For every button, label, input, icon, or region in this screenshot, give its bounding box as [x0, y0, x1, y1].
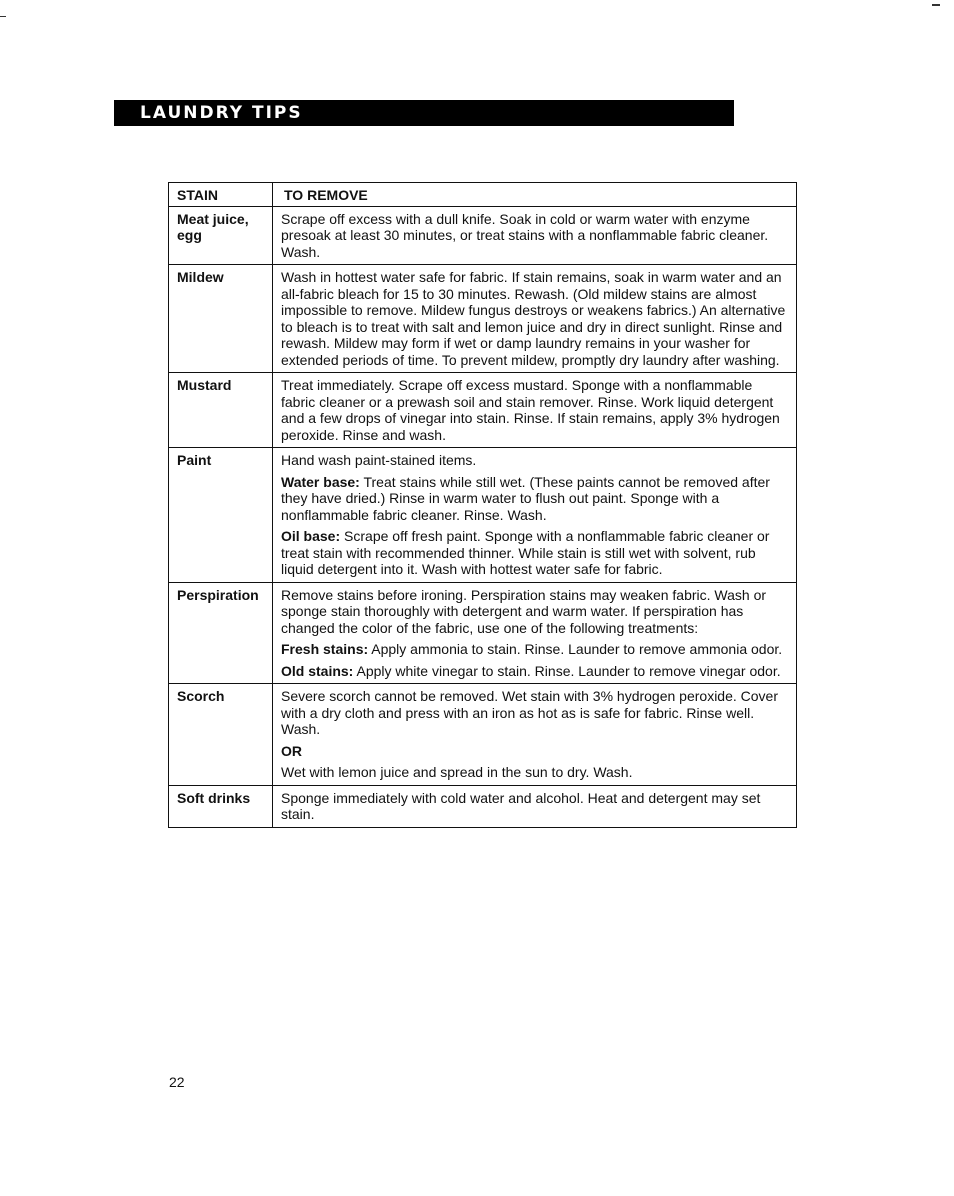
instruction-paragraph [281, 587, 788, 637]
stain-name: Paint [169, 448, 273, 583]
instruction-paragraph [281, 452, 788, 469]
instruction-text: Scrape off excess with a dull knife. Soak in cold or warm water with enzyme presoak at least 30 minutes, or treat stains with a nonflammable fabric cleaner. Wash. [281, 210, 769, 260]
page-number: 22 [169, 1074, 185, 1090]
instruction-text: Wash in hottest water safe for fabric. If stain remains, soak in warm water and an all-fabric bleach for 15 to 30 minutes. Rewash. (Old mildew stains are almost impossible to remove. Mildew fungus destroys or weakens fabrics.) An alternative to bleach is to treat with salt and lemon juice and dry in direct sunlight. Rinse and rewash. Mildew may form if wet or damp laundry remains in your washer for extended periods of time. To prevent mildew, promptly dry laundry after washing. [281, 269, 786, 368]
table-row [169, 206, 797, 265]
instruction-paragraph [281, 743, 788, 760]
stain-name: Meat juice, egg [169, 206, 273, 265]
stain-name: Scorch [169, 684, 273, 786]
instruction-text: Treat immediately. Scrape off excess mustard. Sponge with a nonflammable fabric cleaner or a prewash soil and stain remover. Rinse. Work liquid detergent and a few drops of vinegar into stain. Rinse. If stain remains, apply 3% hydrogen peroxide. Rinse and wash. [281, 377, 780, 443]
instruction-paragraph [281, 764, 788, 781]
scan-mark [932, 4, 940, 6]
removal-instructions [273, 448, 797, 583]
stain-removal-table [168, 182, 797, 828]
instruction-paragraph [281, 790, 788, 823]
table-row [169, 265, 797, 373]
instruction-label: Oil base: [281, 528, 341, 544]
table-row [169, 448, 797, 583]
instruction-paragraph [281, 211, 788, 261]
instruction-text: Scrape off fresh paint. Sponge with a nonflammable fabric cleaner or treat stain with recommended thinner. While stain is still wet with solvent, rub liquid detergent into it. Wash with hottest water safe for fabric. [281, 528, 770, 577]
table-row [169, 684, 797, 786]
instruction-label: OR [281, 742, 302, 759]
table-row [169, 373, 797, 448]
table-row [169, 785, 797, 827]
removal-instructions [273, 373, 797, 448]
removal-instructions [273, 684, 797, 786]
removal-instructions [273, 785, 797, 827]
instruction-paragraph [281, 688, 788, 738]
stain-name: Soft drinks [169, 785, 273, 827]
instruction-text: Apply ammonia to stain. Rinse. Launder to remove ammonia odor. [368, 641, 783, 657]
instruction-text: Hand wash paint-stained items. [281, 452, 477, 468]
instruction-paragraph [281, 269, 788, 368]
instruction-text: Treat stains while still wet. (These paints cannot be removed after they have dried.) Rinse in warm water to flush out paint. Sponge with a nonflammable fabric cleaner. Rinse. Wash. [281, 473, 770, 523]
instruction-paragraph [281, 663, 788, 680]
section-banner [114, 100, 734, 126]
instruction-paragraph [281, 474, 788, 524]
banner-title: LAUNDRY TIPS [140, 103, 303, 123]
column-header-stain: STAIN [169, 183, 273, 207]
stain-name: Mustard [169, 373, 273, 448]
instruction-paragraph [281, 641, 788, 658]
table-row [169, 582, 797, 684]
instruction-text: Severe scorch cannot be removed. Wet stain with 3% hydrogen peroxide. Cover with a dry cloth and press with an iron as hot as is safe for fabric. Rinse well. Wash. [281, 688, 778, 737]
instruction-paragraph [281, 528, 788, 578]
instruction-label: Water base: [281, 473, 360, 490]
removal-instructions [273, 206, 797, 265]
instruction-text: Wet with lemon juice and spread in the sun to dry. Wash. [281, 764, 633, 780]
column-header-to-remove: TO REMOVE [273, 183, 797, 207]
instruction-paragraph [281, 377, 788, 443]
instruction-text: Apply white vinegar to stain. Rinse. Launder to remove vinegar odor. [353, 662, 781, 679]
instruction-label: Fresh stains: [281, 641, 369, 657]
stain-name: Mildew [169, 265, 273, 373]
instruction-text: Remove stains before ironing. Perspiration stains may weaken fabric. Wash or sponge stain thoroughly with detergent and warm water. If perspiration has changed the color of the fabric, use one of the following treatments: [281, 586, 767, 636]
table-header-row [169, 183, 797, 207]
removal-instructions [273, 265, 797, 373]
stain-name: Perspiration [169, 582, 273, 684]
instruction-text: Sponge immediately with cold water and alcohol. Heat and detergent may set stain. [281, 789, 761, 822]
instruction-label: Old stains: [281, 662, 354, 679]
scan-mark [0, 16, 6, 17]
removal-instructions [273, 582, 797, 684]
